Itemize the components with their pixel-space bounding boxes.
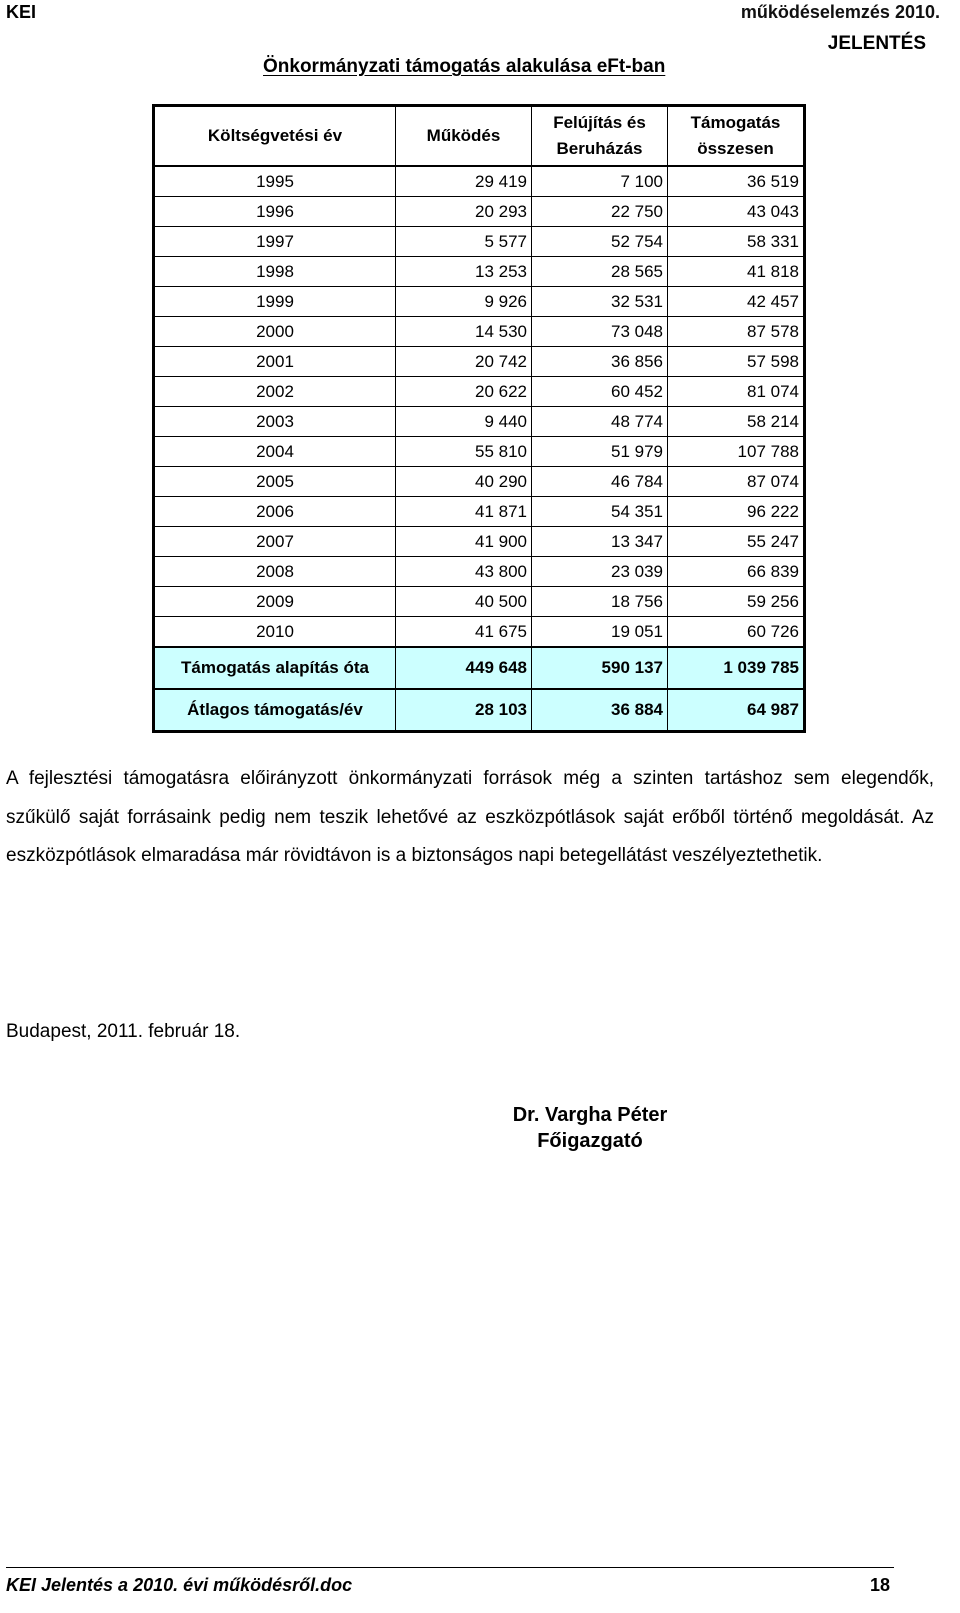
table-row-label: 2008 — [154, 557, 396, 587]
table-cell: 41 818 — [668, 257, 805, 287]
table-cell: 58 214 — [668, 407, 805, 437]
table-row — [154, 287, 805, 317]
table-title: Önkormányzati támogatás alakulása eFt-ban — [263, 56, 666, 77]
table-row-label: 2000 — [154, 317, 396, 347]
table-cell: 48 774 — [532, 407, 668, 437]
table-cell: 87 578 — [668, 317, 805, 347]
table-cell: 41 675 — [396, 617, 532, 648]
table-cell: 22 750 — [532, 197, 668, 227]
table-cell: 96 222 — [668, 497, 805, 527]
table-row-label: 1998 — [154, 257, 396, 287]
table-row-label: 1997 — [154, 227, 396, 257]
table-cell: 13 347 — [532, 527, 668, 557]
table-row — [154, 437, 805, 467]
table-row-label: 1999 — [154, 287, 396, 317]
table-cell: 73 048 — [532, 317, 668, 347]
table-cell: 7 100 — [532, 166, 668, 197]
table-cell: 66 839 — [668, 557, 805, 587]
column-header-total: Támogatás összesen — [668, 106, 805, 167]
table-cell: 41 900 — [396, 527, 532, 557]
table-cell: 36 884 — [532, 689, 668, 732]
header-org: KEI — [6, 2, 37, 22]
table-cell: 13 253 — [396, 257, 532, 287]
table-cell: 64 987 — [668, 689, 805, 732]
table-row-label: 2007 — [154, 527, 396, 557]
table-cell: 1 039 785 — [668, 647, 805, 689]
table-cell: 107 788 — [668, 437, 805, 467]
table-row — [154, 257, 805, 287]
summary-row — [154, 689, 805, 732]
table-row — [154, 497, 805, 527]
table-cell: 55 247 — [668, 527, 805, 557]
column-header-renovation: Felújítás és Beruházás — [532, 106, 668, 167]
table-row — [154, 166, 805, 197]
table-row-label: 2005 — [154, 467, 396, 497]
table-row — [154, 407, 805, 437]
table-cell: 36 519 — [668, 166, 805, 197]
table-row — [154, 617, 805, 648]
table-cell: 23 039 — [532, 557, 668, 587]
table-cell: 51 979 — [532, 437, 668, 467]
table-cell: 9 440 — [396, 407, 532, 437]
table-cell: 28 103 — [396, 689, 532, 732]
table-cell: 20 742 — [396, 347, 532, 377]
table-row-label: 1995 — [256, 171, 294, 191]
table-cell: 449 648 — [396, 647, 532, 689]
summary-row-label: Átlagos támogatás/év — [154, 689, 396, 732]
table-row — [154, 587, 805, 617]
signatory-name: Dr. Vargha Péter — [512, 1104, 668, 1126]
signatory-role: Főigazgató — [537, 1130, 643, 1152]
table-cell: 58 331 — [668, 227, 805, 257]
table-row-label: 2003 — [154, 407, 396, 437]
table-row — [154, 467, 805, 497]
table-cell: 81 074 — [668, 377, 805, 407]
table-row — [154, 317, 805, 347]
table-row — [154, 347, 805, 377]
table-cell: 60 726 — [668, 617, 805, 648]
table-header-row — [154, 106, 805, 167]
table-cell: 14 530 — [396, 317, 532, 347]
body-paragraph: A fejlesztési támogatásra előirányzott önkormányzati források még a szinten tartáshoz sem elegendők, szűkülő saját forrásaink pedig nem teszik lehetővé az eszközpótlások saját erőből történő megoldását. Az eszközpótlások elmaradása már rövidtávon is a biztonságos napi betegellátást veszélyeztethetik. — [6, 768, 934, 866]
summary-row — [154, 647, 805, 689]
table-cell: 32 531 — [532, 287, 668, 317]
table-row — [154, 227, 805, 257]
table-cell: 54 351 — [532, 497, 668, 527]
table-cell: 20 293 — [396, 197, 532, 227]
table-cell: 42 457 — [668, 287, 805, 317]
table-cell: 40 290 — [396, 467, 532, 497]
table-row-label: 2010 — [154, 617, 396, 648]
table-cell: 57 598 — [668, 347, 805, 377]
footer-page-number: 18 — [870, 1575, 891, 1595]
table-row-label: 2009 — [154, 587, 396, 617]
header-report-type: működéselemzés 2010. — [740, 2, 940, 22]
table-cell: 59 256 — [668, 587, 805, 617]
table-row-label: 2002 — [154, 377, 396, 407]
table-cell: 43 043 — [668, 197, 805, 227]
signature-block — [470, 1102, 710, 1154]
table-cell: 19 051 — [532, 617, 668, 648]
table-row — [154, 197, 805, 227]
table-row-label: 2001 — [154, 347, 396, 377]
table-row — [154, 377, 805, 407]
table-row — [154, 527, 805, 557]
footer-document-name: KEI Jelentés a 2010. évi működésről.doc — [6, 1575, 353, 1595]
table-cell: 52 754 — [532, 227, 668, 257]
summary-row-label: Támogatás alapítás óta — [154, 647, 396, 689]
table-cell: 590 137 — [532, 647, 668, 689]
table-cell: 5 577 — [396, 227, 532, 257]
table-cell: 40 500 — [396, 587, 532, 617]
table-row-label: 1996 — [154, 197, 396, 227]
table-row — [154, 557, 805, 587]
table-cell: 29 419 — [396, 166, 532, 197]
table-cell: 46 784 — [532, 467, 668, 497]
table-cell: 43 800 — [396, 557, 532, 587]
table-cell: 9 926 — [396, 287, 532, 317]
column-header-year: Költségvetési év — [154, 106, 396, 167]
table-row-label: 2006 — [154, 497, 396, 527]
table-cell: 60 452 — [532, 377, 668, 407]
table-cell: 20 622 — [396, 377, 532, 407]
support-table — [152, 104, 806, 733]
column-header-operation: Működés — [396, 106, 532, 167]
table-cell: 41 871 — [396, 497, 532, 527]
table-cell: 28 565 — [532, 257, 668, 287]
table-cell: 87 074 — [668, 467, 805, 497]
header-report-label: JELENTÉS — [827, 33, 926, 54]
footer-divider — [6, 1567, 894, 1568]
table-cell: 36 856 — [532, 347, 668, 377]
place-date: Budapest, 2011. február 18. — [6, 1021, 241, 1042]
table-cell: 55 810 — [396, 437, 532, 467]
table-row-label: 2004 — [154, 437, 396, 467]
table-cell: 18 756 — [532, 587, 668, 617]
